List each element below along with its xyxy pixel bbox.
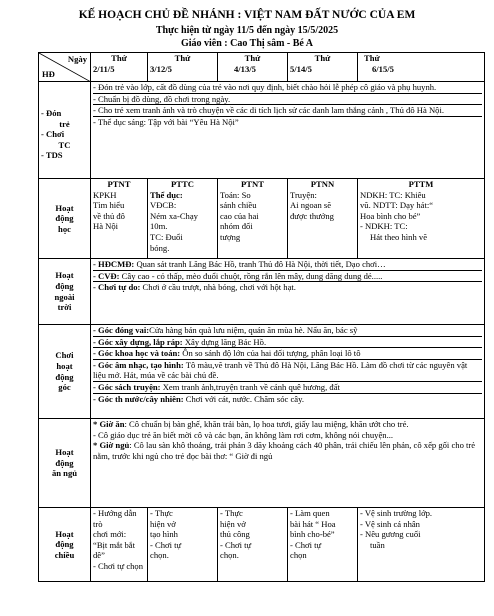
day-header: Thứ 3/12/5 [148,53,218,82]
corner-cell [39,53,91,82]
study-cell: PTNN Truyện: Ai ngoan sẽ được thưởng [288,179,358,259]
meals-content: * Giờ ăn: Cô chuẩn bị bàn ghế, khăn trải bàn, lọ hoa tươi, giấy lau miệng, khăn ướt cho trẻ. - Cô giáo dục trẻ ăn biết mời cô và các bạn, ăn không làm rơi cơm, không nói chuyện... * Giờ ngủ: Cô lau sàn khô thoáng, trải phản 3 dãy khoảng cách 40 phân, trải chiếu lên phản, cô xếp gối cho trẻ nằm, trước khi ngủ cho trẻ đọc bài thơ: “ Giờ đi ngủ [91,419,485,508]
study-label: Hoạt động học [39,179,91,259]
morning-row [39,82,485,179]
study-cell: PTTC Thể dục: VĐCB: Ném xa-Chạy 10m. TC: Đuổi bóng. [148,179,218,259]
corner-activity-label: HĐ [42,69,55,80]
date-range: Thực hiện từ ngày 11/5 đến ngày 15/5/2025 [155,25,339,36]
study-cell: PTNT Toán: So sánh chiều cao của hai nhóm đối tượng [218,179,288,259]
day-header: Thứ 6/15/5 [358,53,485,82]
outdoor-content: - HĐCMĐ: Quan sát tranh Lăng Bác Hồ, tranh Thủ đô Hà Nội, thời tiết, Dạo chơi… - CVĐ: Cây cao - cỏ thấp, mèo đuổi chuột, rồng rắn lên mây, dung dăng dung dẻ..... - Chơi tự do: Chơi ở cầu trượt, nhà bóng, chơi với hột hạt. [91,259,485,325]
afternoon-cell: - Thực hiện vở thủ công - Chơi tự chọn. [218,508,288,582]
corners-label: Chơi hoạt động góc [39,325,91,419]
header-row [39,53,485,82]
morning-content: - Đón trẻ vào lớp, cất đồ dùng của trẻ vào nơi quy định, biết chào hỏi lễ phép cô giáo và phụ huynh. - Chuẩn bị đồ dùng, đồ chơi trong ngày. - Cho trẻ xem tranh ảnh và trò chuyện về các di tích lịch sử các danh lam thắng cảnh , Thủ đô Hà Nội. - Thể dục sáng: Tập với bài “Yêu Hà Nội” [91,82,485,179]
study-cell: PTTM NDKH: TC: Khiêu vũ. NDTT: Dạy hát:“ Hoa bình cho bé” - NDKH: TC: Hát theo hình vẽ [358,179,485,259]
page-title: KẾ HOẠCH CHỦ ĐỀ NHÁNH : VIỆT NAM ĐẤT NƯỚC CỦA EM [78,9,416,21]
afternoon-label: Hoạt động chiều [39,508,91,582]
corners-content: - Góc đóng vai:Cửa hàng bán quà lưu niệm, quán ăn mùa hè. Nấu ăn, bác sỹ - Góc xây dựng, lắp ráp: Xây dựng lăng Bác Hồ. - Góc khoa học và toán: Ôn so sánh độ lớn của hai đối tượng, phân loại lô tô - Góc âm nhạc, tạo hình: Tô màu,vẽ tranh về Thủ đô Hà Nội, Lăng Bác Hồ. Làm đồ chơi từ các nguyên vật liệu mở. Hát, múa về các bài chủ đề. - Góc sách truyện: Xem tranh ảnh,truyện tranh về cảnh quê hương, đất - Góc th nước/cây nhiên: Chơi với cát, nước. Chăm sóc cây. [91,325,485,419]
afternoon-cell: - Thực hiện vở tạo hình - Chơi tự chọn. [148,508,218,582]
study-cell: PTNT KPKH Tìm hiểu về thủ đô Hà Nội [91,179,148,259]
schedule-table [38,52,485,582]
meals-row [39,419,485,508]
corner-day-label: Ngày [67,54,87,64]
outdoor-label: Hoạt động ngoài trời [39,259,91,325]
afternoon-cell: - Hướng dẫn trò chơi mới: “Bịt mắt bắt dê” - Chơi tự chọn [91,508,148,582]
day-header: Thứ 4/13/5 [218,53,288,82]
teacher-line: Giáo viên : Cao Thị sâm - Bé A [180,38,314,49]
outdoor-row [39,259,485,325]
study-row [39,179,485,259]
afternoon-cell: - Vệ sinh trường lớp. - Vệ sinh cá nhân - Nêu gương cuối tuần [358,508,485,582]
meals-label: Hoạt động ăn ngủ [39,419,91,508]
afternoon-row [39,508,485,582]
day-header: Thứ 5/14/5 [288,53,358,82]
morning-label: - Đón trẻ - Chơi TC - TDS [39,82,91,179]
afternoon-cell: - Làm quen bài hát “ Hoa bình cho-bé” - Chơi tự chọn [288,508,358,582]
day-header: Thứ 2/11/5 [91,53,148,82]
corners-row [39,325,485,419]
